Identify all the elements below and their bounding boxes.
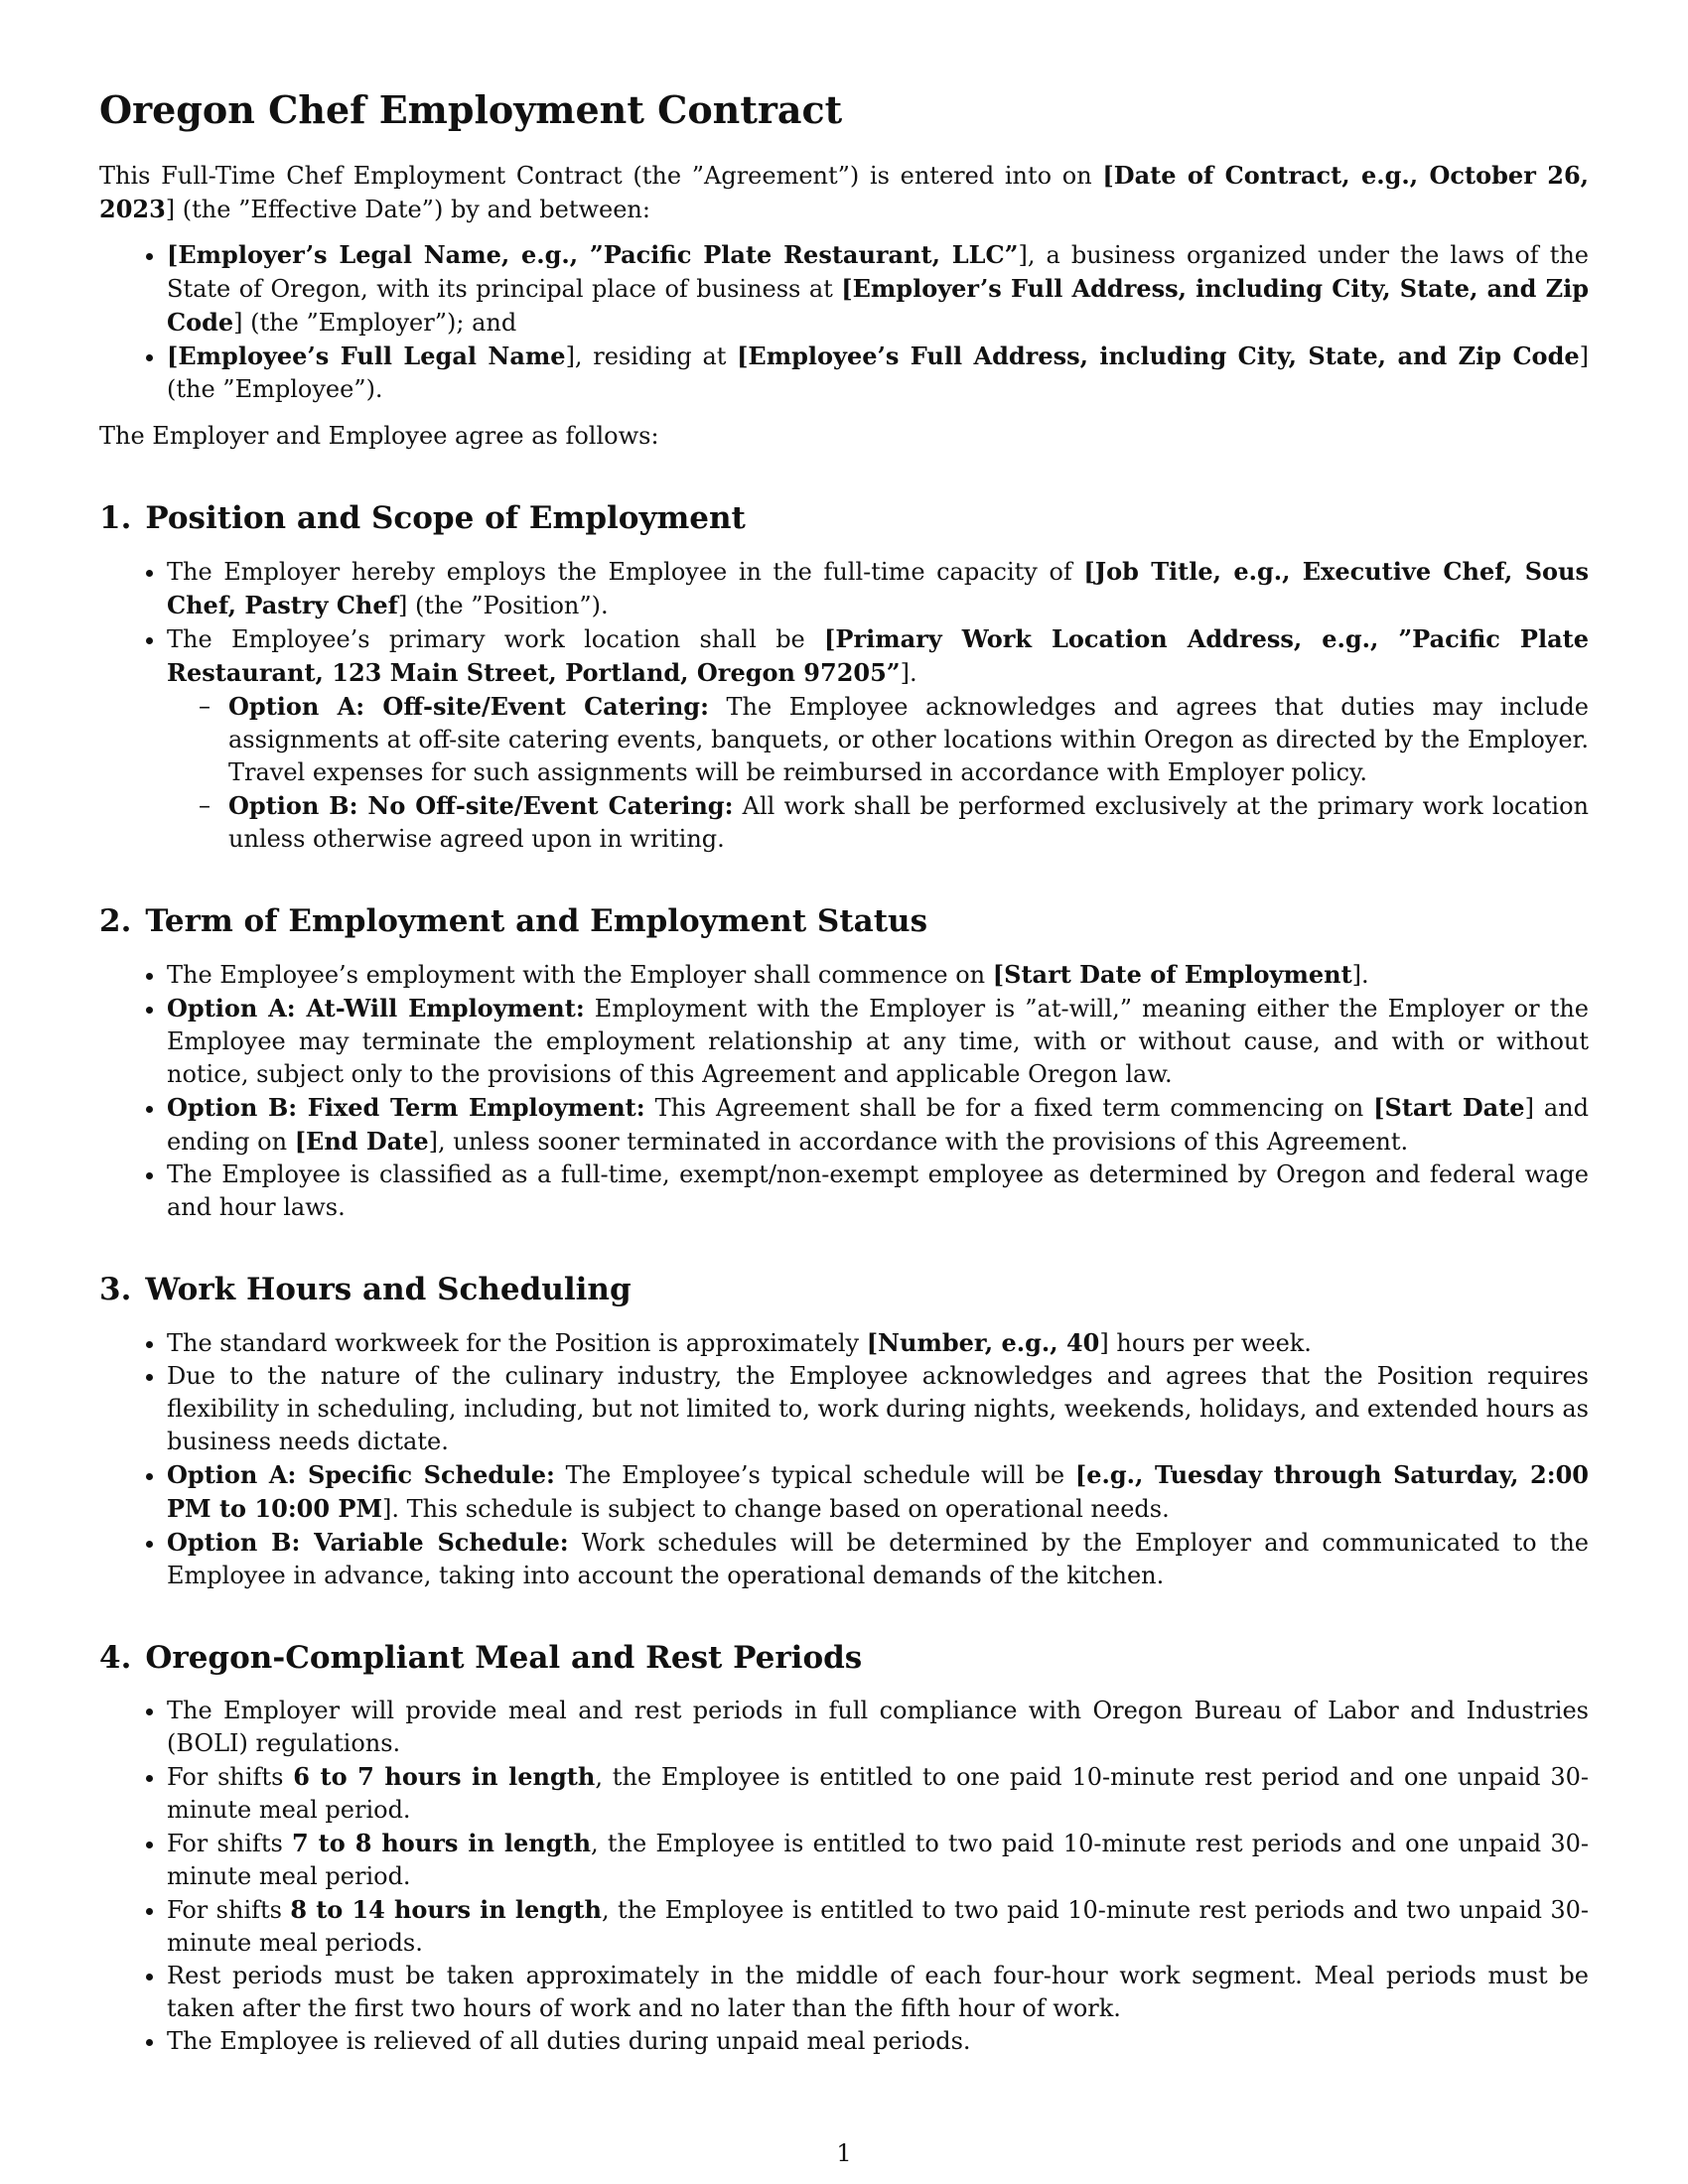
section-2-list bbox=[99, 958, 1589, 1224]
list-item: • The Employee’s primary work location shall be [Primary Work Location Address, e.g., ”Pacific Plate Restaurant, 123 Main Street, Portland, Oregon 97205”]. – Option A: Off-site/Event Catering: The Employee acknowledges and agrees that duties may include assignments at off-site catering events, banquets, or other locations within Oregon as directed by the Employer. Travel expenses for such assignments will be reimbursed in accordance with Employer policy. – Option B: No Off-site/Event Catering: All work shall be performed exclusively at the primary work location unless otherwise agreed upon in writing. bbox=[167, 622, 1589, 856]
section-2-heading: 2. Term of Employment and Employment Status bbox=[99, 902, 928, 939]
option-a-specific-schedule: • Option A: Specific Schedule: The Employee’s typical schedule will be [e.g., Tuesday through Saturday, 2:00 PM to 10:00 PM]. This schedule is subject to change based on operational needs. bbox=[167, 1458, 1589, 1526]
section-1-list bbox=[99, 555, 1589, 856]
list-item: • Rest periods must be taken approximately in the middle of each four-hour work segment. Meal periods must be taken after the first two hours of work and no later than the fifth hour of work. bbox=[167, 1960, 1589, 2025]
option-b-fixed-term: • Option B: Fixed Term Employment: This Agreement shall be for a fixed term commencing on [Start Date] and ending on [End Date], unless sooner terminated in accordance with the provisions of this Agreement. bbox=[167, 1091, 1589, 1159]
intro-paragraph: This Full-Time Chef Employment Contract (the ”Agreement”) is entered into on [Date of Contract, e.g., October 26, 2023] (the ”Effective Date”) by and between: bbox=[99, 160, 1590, 223]
page-number: 1 bbox=[836, 2139, 852, 2167]
section-3-list bbox=[99, 1326, 1589, 1592]
option-b-variable-schedule: • Option B: Variable Schedule: Work schedules will be determined by the Employer and communicated to the Employee in advance, taking into account the operational demands of the kitchen. bbox=[167, 1526, 1589, 1592]
list-item: • Due to the nature of the culinary industry, the Employee acknowledges and agrees that the Position requires flexibility in scheduling, including, but not limited to, work during nights, weekends, holidays, and extended hours as business needs dictate. bbox=[167, 1360, 1589, 1458]
option-b-no-offsite: – Option B: No Off-site/Event Catering: All work shall be performed exclusively at the primary work location unless otherwise agreed upon in writing. bbox=[228, 789, 1589, 856]
list-item: • For shifts 6 to 7 hours in length, the Employee is entitled to one paid 10-minute rest period and one unpaid 30-minute meal period. bbox=[167, 1760, 1589, 1827]
party-employer: • [Employer’s Legal Name, e.g., ”Pacific Plate Restaurant, LLC”], a business organized under the laws of the State of Oregon, with its principal place of business at [Employer’s Full Address, including City, State, and Zip Code] (the ”Employer”); and bbox=[167, 238, 1589, 340]
list-item: • The Employer will provide meal and rest periods in full compliance with Oregon Bureau of Labor and Industries (BOLI) regulations. bbox=[167, 1695, 1589, 1760]
list-item: • The standard workweek for the Position is approximately [Number, e.g., 40] hours per week. bbox=[167, 1326, 1589, 1360]
option-a-offsite: – Option A: Off-site/Event Catering: The Employee acknowledges and agrees that duties may include assignments at off-site catering events, banquets, or other locations within Oregon as directed by the Employer. Travel expenses for such assignments will be reimbursed in accordance with Employer policy. bbox=[228, 690, 1589, 789]
list-item: • The Employee is relieved of all duties during unpaid meal periods. bbox=[167, 2025, 1589, 2058]
section-4-heading: 4. Oregon-Compliant Meal and Rest Periods bbox=[99, 1640, 863, 1677]
section-4-list bbox=[99, 1695, 1589, 2058]
party-employee: • [Employee’s Full Legal Name], residing at [Employee’s Full Address, including City, State, and Zip Code] (the ”Employee”). bbox=[167, 340, 1589, 406]
list-item: • For shifts 7 to 8 hours in length, the Employee is entitled to two paid 10-minute rest periods and one unpaid 30-minute meal period. bbox=[167, 1827, 1589, 1893]
list-item: • The Employee is classified as a full-time, exempt/non-exempt employee as determined by Oregon and federal wage and hour laws. bbox=[167, 1159, 1589, 1224]
list-item: • For shifts 8 to 14 hours in length, the Employee is entitled to two paid 10-minute rest periods and two unpaid 30-minute meal periods. bbox=[167, 1893, 1589, 1960]
parties-list bbox=[99, 238, 1589, 406]
location-options-list bbox=[167, 690, 1589, 856]
section-3-heading: 3. Work Hours and Scheduling bbox=[99, 1271, 632, 1307]
agreement-statement: The Employer and Employee agree as follows: bbox=[99, 421, 659, 450]
option-a-at-will: • Option A: At-Will Employment: Employment with the Employer is ”at-will,” meaning either the Employer or the Employee may terminate the employment relationship at any time, with or without cause, and with or without notice, subject only to the provisions of this Agreement and applicable Oregon law. bbox=[167, 992, 1589, 1091]
document-title: Oregon Chef Employment Contract bbox=[99, 87, 843, 132]
list-item: • The Employee’s employment with the Employer shall commence on [Start Date of Employment]. bbox=[167, 958, 1589, 992]
section-1-heading: 1. Position and Scope of Employment bbox=[99, 499, 746, 536]
list-item: • The Employer hereby employs the Employee in the full-time capacity of [Job Title, e.g., Executive Chef, Sous Chef, Pastry Chef] (the ”Position”). bbox=[167, 555, 1589, 622]
